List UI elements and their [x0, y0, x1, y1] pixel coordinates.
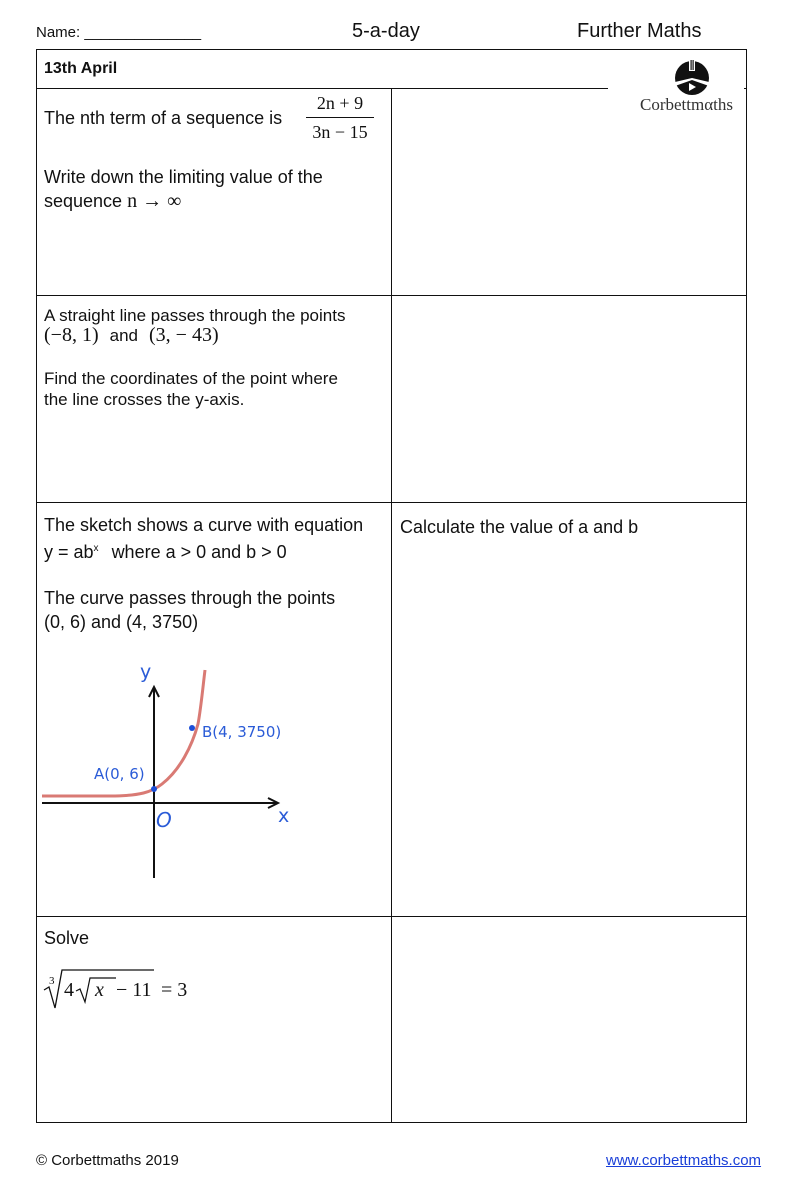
website-link[interactable]: www.corbettmaths.com: [606, 1152, 762, 1169]
q4-inner-coefficient: 4: [64, 979, 74, 1001]
q2-line3: the line crosses the y-axis.: [44, 390, 245, 409]
q3-line1: The sketch shows a curve with equation: [44, 515, 364, 535]
worksheet-title: 5-a-day: [352, 20, 420, 42]
q4-root-index: 3: [49, 975, 55, 987]
graph-point-b: [189, 725, 195, 731]
q3-equation: [44, 537, 287, 564]
q3-equation-exponent: x: [93, 543, 99, 554]
q1-line3-text: sequence: [44, 191, 123, 211]
q1-line1: The nth term of a sequence is: [44, 108, 283, 128]
q1-numerator: 2n + 9: [316, 93, 364, 113]
grid-column-divider: [391, 88, 392, 1122]
q2-line1: A straight line passes through the points: [44, 306, 346, 325]
q3-exponential-graph: [40, 656, 310, 882]
q2-points: [44, 323, 219, 348]
q4-radicand: x: [95, 979, 104, 1001]
name-label: Name: ______________: [36, 24, 202, 41]
q3-equation-base: y = ab: [44, 542, 94, 562]
q3-equation-condition: where a > 0 and b > 0: [111, 542, 287, 562]
grid-border-bottom: [36, 1122, 747, 1123]
graph-origin-label: O: [156, 808, 172, 832]
q4-rhs: = 3: [161, 979, 188, 1001]
q3-line4: (0, 6) and (4, 3750): [44, 612, 199, 632]
q1-denominator: 3n − 15: [312, 122, 368, 142]
graph-point-b-label: B(4, 3750): [202, 723, 282, 741]
course-title: Further Maths: [577, 20, 702, 42]
q4-line1: Solve: [44, 928, 90, 948]
q1-fraction: [306, 92, 374, 143]
logo-wordmark: Corbettmαths: [640, 95, 733, 114]
q2-and: and: [109, 326, 138, 345]
copyright-notice: © Corbettmaths 2019: [36, 1152, 179, 1169]
q1-limit-expression: n → ∞: [127, 190, 182, 212]
graph-point-a: [151, 786, 157, 792]
q2-point-a: (−8, 1): [44, 324, 99, 346]
q1-line3: [44, 189, 181, 213]
q2-line2: Find the coordinates of the point where: [44, 369, 338, 388]
graph-y-label: y: [140, 661, 152, 683]
grid-border-left: [36, 49, 37, 1123]
q4-subtract-term: − 11: [116, 979, 152, 1001]
q3-right-text: Calculate the value of a and b: [400, 517, 639, 537]
q2-point-b: (3, − 43): [149, 324, 219, 346]
q3-line3: The curve passes through the points: [44, 588, 336, 608]
graph-point-a-label: A(0, 6): [94, 765, 145, 783]
grid-border-right: [746, 49, 747, 1123]
q1-fraction-bar: [306, 117, 374, 118]
date-label: 13th April: [44, 60, 118, 77]
q1-line2: Write down the limiting value of the: [44, 167, 323, 187]
graph-x-label: x: [278, 805, 290, 827]
grid-border-top: [36, 49, 747, 50]
